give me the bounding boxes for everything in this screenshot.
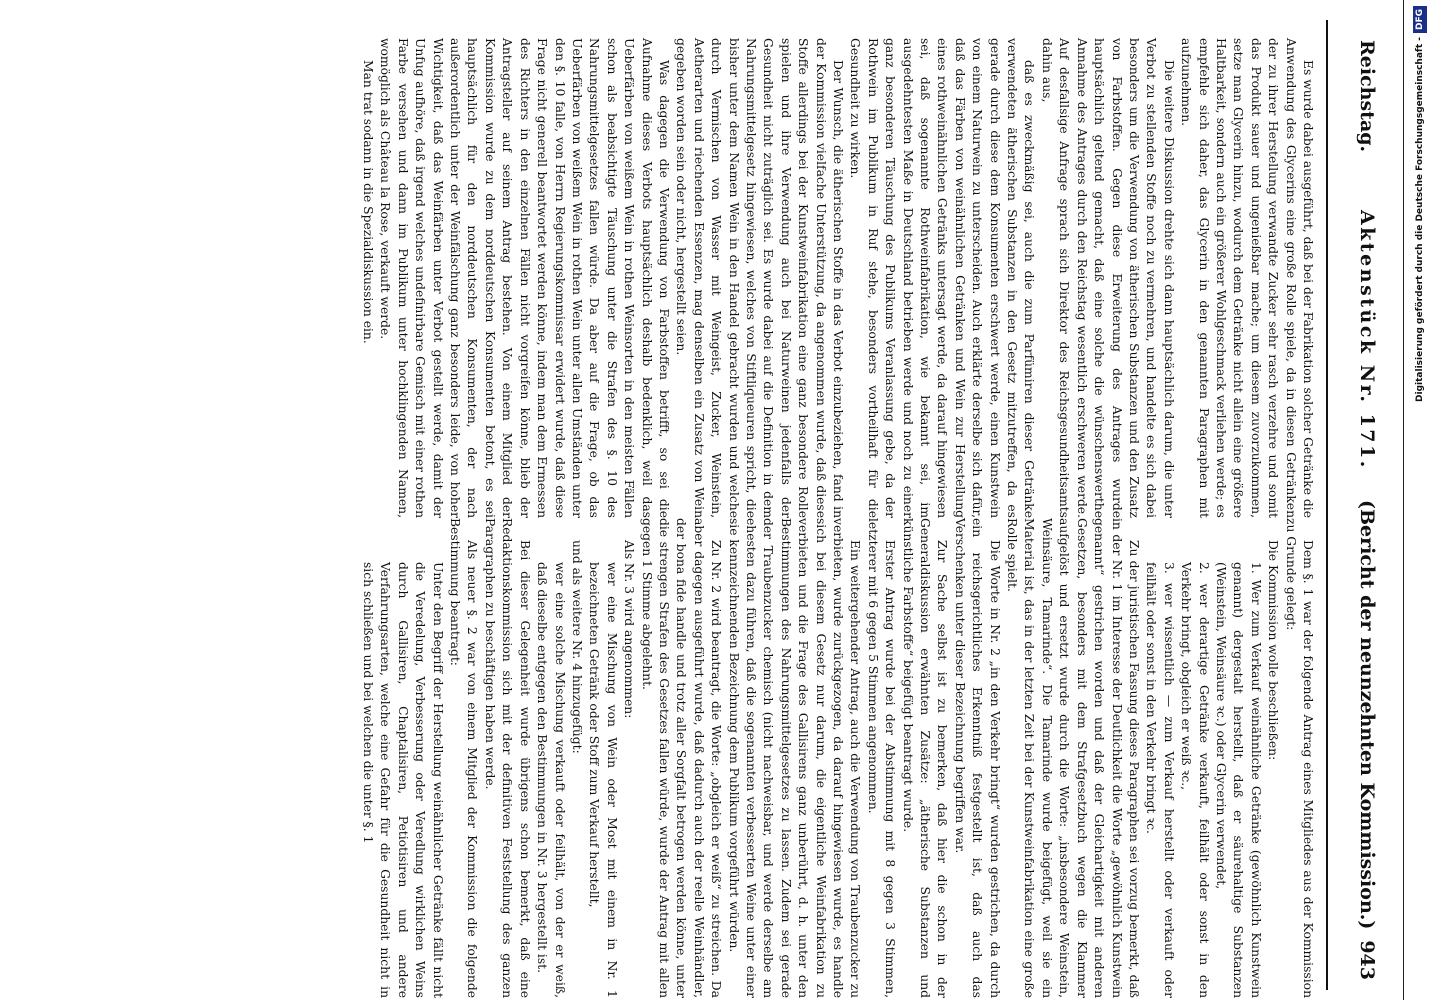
paragraph: Es wurde dabei ausgeführt, daß bei der Fabrikation solcher Getränke die Anwendung des Glycerins eine große Rolle spiele, da in diesen Getränken der zu ihrer Herstellung verwandte Zucker sehr rasch verzehre und somit das Produkt sauer und ungenießbar mache; um diesem zuvorzukommen, setze man Glycerin hinzu, wodurch dem Getränke nicht allein eine größere Haltbarkeit, sondern auch ein größerer Wohlgeschmack verliehen werde; es empfehle sich daher, das Glycerin in den genannten Paragraphen mit aufzunehmen. bbox=[1179, 38, 1315, 518]
paragraph: Die Worte in Nr. 2 „in den Verkehr bringt“ wurden gestrichen, da durch ein reichsgerichtliches Erkenntniß festgestellt ist, daß auch das Verschenken unter dieser Bezeichnung begriffen war. bbox=[952, 518, 1002, 998]
paragraph: Zu Nr. 2 wird beantragt, die Worte: „obgleich er weiß“ zu streichen. Da aber dagegen ausgeführt wurde, daß dadurch auch der reelle Weinhändler, der bona fide handle und trotz aller Sorgfalt betrogen werden könne, unter die strengen Strafen des Gesetzes fallen würde, wurde der Antrag mit allen gegen 1 Stimme abgelehnt. bbox=[639, 518, 724, 998]
digitization-note-text: Digitalisierung gefördert durch die Deutsche Forschungsgemeinschaft - bbox=[1415, 37, 1425, 402]
paragraph: Man trat sodann in die Spezialdiskussion ein. bbox=[361, 60, 376, 344]
page-number: 943 bbox=[1356, 940, 1378, 980]
header-rule bbox=[1326, 20, 1328, 990]
quoted-provision: wer eine solche Mischung verkauft oder feilhält, von der er weiß, daß dieselbe entgegen den Bestimmungen in Nr. 3 hergestellt ist. bbox=[535, 562, 567, 998]
paragraph: Zu der juristischen Fassung dieses Paragraphen sei vorzug bemerkt, daß in der Nr. 1 im Interesse der Deutlichkeit die Worte „gewöhnlich Kunstwein genannt“ gestrichen worden und daß der Gleichartigkeit mit anderen Gesetzen, besonders mit dem Strafgesetzbuch wegen die Klammer aufgelöst und ersetzt wurde durch die Worte: „insbesondere Weinstein, Weinsäure, Tamarinde“. Die Tamarinde wurde beigefügt, weil sie ein Material ist, das in der letzten Zeit bei der Kunstweinfabrikation eine große Rolle spielt. bbox=[1005, 518, 1141, 998]
list-item: 2. wer derartige Getränke verkauft, feilhält oder sonst in den Verkehr bringt, obgleich er weiß ꝛc., bbox=[1179, 562, 1211, 998]
paragraph: daß es zweckmäßig sei, auch die zum Parfümiren dieser Getränke verwendeten ätherischen Substanzen in den Gesetz mitzutreffen, da es gerade durch diese dem Konsumenten erschwert werde, einen Kunstwein von einem Naturwein zu unterscheiden. Auch erklärte derselbe sich dafür, daß das Färben von weinähnlichen Getränken und Wein zur Herstellung eines rothweinähnlichen Getränks untersagt werde, da darauf hingewiesen sei, daß sogenannte Rothweinfabrikation, wie bekannt sei, im ausgedehntesten Maße in Deutschland betrieben werde und noch zu einer ganz besonderen Täuschung des Publikums Veranlassung gebe, da der Rothwein im Publikum in Ruf stehe, besonders vortheilhaft für die Gesundheit zu wirken. bbox=[848, 38, 1037, 518]
list-item: 3. wer wissentlich — zum Verkauf herstellt oder verkauft oder feilhält oder sonst in den Verkehr bringt ꝛc. bbox=[1144, 562, 1176, 998]
paragraph: Die weitere Diskussion drehte sich dann hauptsächlich darum, die unter Verbot zu stellenden Stoffe noch zu vermehren, und handelte es sich dabei besonders um die Verwendung von ätherischen Substanzen und den Zusatz von Farbstoffen. Gegen diese Erweiterung des Antrages wurde hauptsächlich geltend gemacht, daß eine solche die wünschenswerthe Annahme des Antrages durch den Reichstag wesentlich erschweren werde. Auf desfallsige Anfrage sprach sich Direktor des Reichsgesundheitsamts dahin aus, bbox=[1039, 38, 1176, 518]
paragraph: Dem §. 1 war der folgende Antrag eines Mitgliedes aus der Kommission zu Grunde gelegt: bbox=[1283, 518, 1315, 998]
digitization-note bbox=[1408, 6, 1432, 626]
right-text-column bbox=[359, 518, 1316, 998]
paragraph: Bei dieser Gelegenheit wurde übrigens schon bemerkt, daß eine Redaktionskommission sich mit der definitiven Feststellung des ganzen Paragraphen zu beschäftigen haben werde. bbox=[482, 518, 532, 998]
dfg-logo: DFG bbox=[1413, 6, 1427, 33]
left-text-column bbox=[359, 38, 1316, 518]
digitization-stamp bbox=[1404, 6, 1428, 626]
paragraph: Die Kommission wolle beschließen: bbox=[1266, 540, 1281, 761]
header-title: (Bericht der neunzehnten Kommission.) bbox=[1356, 500, 1378, 930]
paragraph: und als weitere Nr. 4 hinzugefügt: bbox=[569, 540, 584, 754]
paragraph: Als Nr. 3 wird angenommen: bbox=[622, 540, 637, 719]
paragraph: Ein weitergehender Antrag, auch die Verwendung von Traubenzucker zu verbieten, wurde zurückgezogen, da darauf hingewiesen wurde, es handle sich bei diesem Gesetz nur darum, die eigentliche Weinfabrikation zu verbieten und die Frage des Gallisirens ganz unberührt, d. h. unter den Bestimmungen des Nahrungsmittelgesetzes zu lassen. Zudem sei gerade der Traubenzucker chemisch (nicht nachweisbar, und werde derselbe am ehesten dazu führen, daß die sogenannten verbesserten Weine unter einer sie kennzeichnenden Bezeichnung dem Publikum vorgeführt würden. bbox=[726, 518, 863, 998]
paragraph: Als neuer §. 2 war von einem Mitglied der Kommission die folgende Bestimmung beantragt: bbox=[448, 518, 480, 998]
header-left: Reichstag. bbox=[1356, 40, 1378, 153]
quoted-provision: Unter den Begriff der Herstellung weinähnlicher Getränke fällt nicht die Veredelung, Verbesserung oder Veredlung wirklichen Weins durch Gallisiren, Chaptalisiren, Petiotisiren und andere Verfahrungsarten, welche eine Gefahr für die Gesundheit nicht in sich schließen und bei welchen die unter §. 1 bbox=[361, 562, 445, 998]
list-item: 1. Wer zum Verkauf weinähnliche Getränke (gewöhnlich Kunstwein genannt) dergestalt herstellt, daß er säurehaltige Substanzen (Weinstein, Weinsäure ꝛc.) oder Glycerin verwendet, bbox=[1213, 562, 1263, 998]
paragraph: Was dagegen die Verwendung von Farbstoffen betrifft, so sei die Aufnahme dieses Verbots hauptsächlich deshalb bedenklich, weil das Ueberfärben von weißem Wein in rothen Weinsorten in den meisten Fällen schon als beabsichtigte Täuschung unter die Strafen des §. 10 des Nahrungsmittelgesetzes fallen würde. Da aber auf die Frage, ob das Ueberfärben von weißem Wein in rothen Wein unter allen Umständen unter den §. 10 falle, von Herrn Regierungskommissar erwidert wurde, daß diese Frage nicht generell beantwortet werden könne, indem man dem Ermessen des Richters in den einzelnen Fällen nicht vorgreifen könne, blieb der Antragsteller auf seinem Antrag bestehen. Von einem Mitglied der Kommission wurde zu dem norddeutschen Konsumenten betont, es sei hauptsächlich für den norddeutschen Konsumenten, der nach außerordentlich unter der Weinfälschung ganz besonders leide, von hoher Wichtigkeit, daß das Weinfärben unter Verbot gestellt werde, damit der Unfug aufhöre, daß irgend welches undefinirbare Gemisch mit einer rothen Farbe versehen und dann im Publikum unter hochklingenden Namen, womöglich als Château la Rose, verkauft werde. bbox=[378, 38, 671, 518]
paragraph: Erster Antrag wurde bei der Abstimmung mit 8 gegen 3 Stimmen, letzterer mit 6 gegen 5 Stimmen angenommen. bbox=[865, 518, 898, 998]
paragraph: Der Wunsch, die ätherischen Stoffe in das Verbot einzubeziehen, fand in der Kommission vielfache Unterstützung, da angenommen wurde, daß diese Stoffe allerdings bei der Kunstweinfabrikation eine ganz besondere Rolle spielen und ihre Verwendung auch bei Naturweinen jedenfalls der Gesundheit nicht zuträglich sei. Es wurde dabei auf die Definition in dem Nahrungsmittelgesetz hingewiesen, welches von Stiftliqueuren spricht, die bisher unter dem Namen Wein in den Handel gebracht wurden und welche durch Vermischen von Wasser mit Weingeist, Zucker, Weinstein, Aetherarten und riechenden Essenzen, mag denselben ein Zusatz von Wein gegeben worden sein oder nicht, hergestellt seien. bbox=[674, 38, 846, 518]
page-header bbox=[1338, 40, 1378, 980]
header-document-number: Aktenstück Nr. 171. bbox=[1356, 210, 1378, 470]
quoted-provision: wer eine Mischung von Wein oder Most mit einem in Nr. 1 bezeichneten Getränk oder Stoff zum Verkauf herstellt, bbox=[587, 562, 619, 998]
paragraph: Zur Sache selbst ist zu bemerken, daß hier die schon in der Generaldiskussion erwähnten Zusätze: „ätherische Substanzen und künstliche Farbstoffe“ beigefügt beantragt wurde. bbox=[900, 518, 950, 998]
